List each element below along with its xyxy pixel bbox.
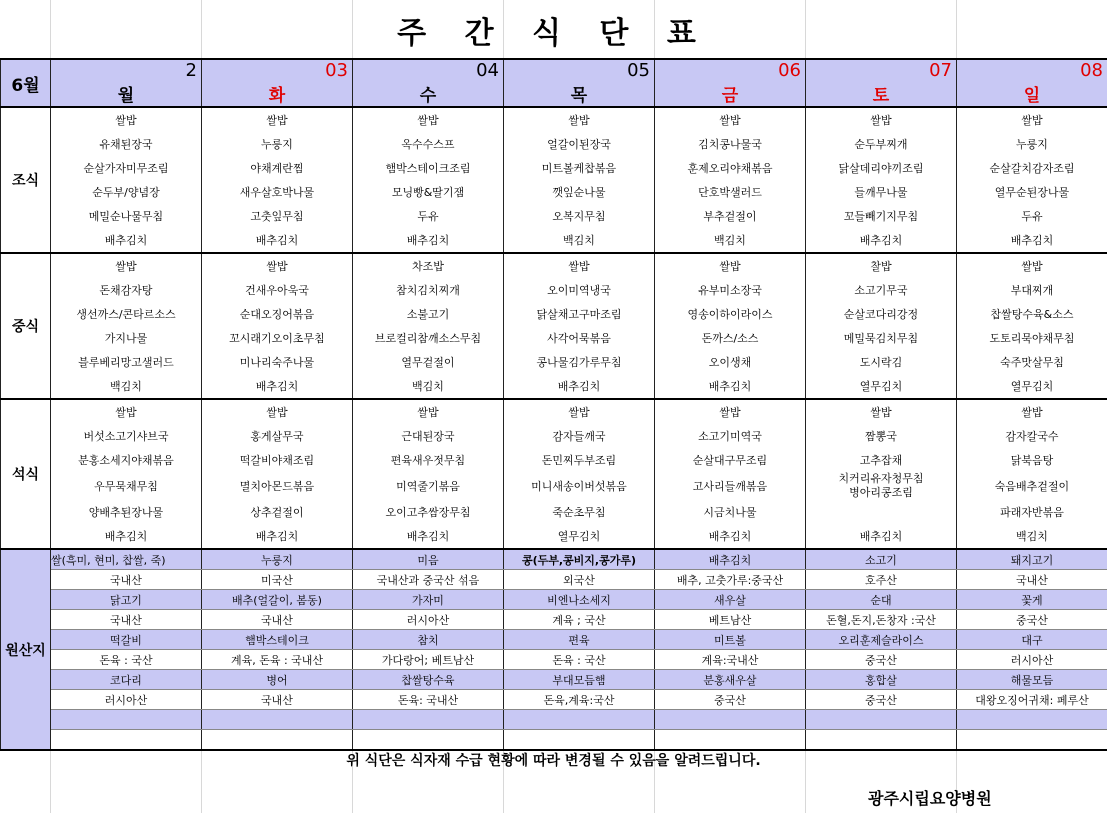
- menu-item: 브로컬리참깨소스무침: [353, 326, 504, 350]
- origin-cell: 편육: [504, 630, 655, 650]
- origin-cell: 쌀(흑미, 현미, 찹쌀, 죽): [51, 549, 202, 570]
- menu-item: 쌀밥: [353, 399, 504, 424]
- menu-item: 쌀밥: [806, 107, 957, 132]
- menu-item: 짬뽕국: [806, 424, 957, 448]
- origin-cell: 순대: [806, 590, 957, 610]
- day-name: 토: [872, 86, 890, 106]
- menu-item: 메밀묵김치무침: [806, 326, 957, 350]
- origin-cell: 중국산: [655, 690, 806, 710]
- menu-item: 배추김치: [202, 374, 353, 399]
- origin-label: 원산지: [1, 549, 51, 750]
- menu-item: 건새우아욱국: [202, 278, 353, 302]
- menu-item: 도토리묵야채무침: [957, 326, 1107, 350]
- origin-cell: [957, 710, 1107, 730]
- meal-row: [1, 156, 1107, 180]
- day-name: 일: [1023, 86, 1041, 106]
- menu-item: 꼬시래기오이초무침: [202, 326, 353, 350]
- origin-cell: [655, 730, 806, 751]
- origin-cell: 떡갈비: [51, 630, 202, 650]
- menu-item: 유채된장국: [51, 132, 202, 156]
- origin-cell: 오리훈제슬라이스: [806, 630, 957, 650]
- menu-item: 누룽지: [957, 132, 1107, 156]
- menu-item: 분홍소세지야채볶음: [51, 448, 202, 472]
- meal-row: [1, 448, 1107, 472]
- menu-item: 순살대구무조림: [655, 448, 806, 472]
- menu-item: 김치콩나물국: [655, 132, 806, 156]
- menu-item: 쌀밥: [957, 253, 1107, 278]
- menu-item: 배추김치: [655, 374, 806, 399]
- origin-cell: [806, 710, 957, 730]
- menu-item: 파래자반볶음: [957, 500, 1107, 524]
- menu-item: 쌀밥: [504, 399, 655, 424]
- meal-row: [1, 350, 1107, 374]
- menu-item: 오이생채: [655, 350, 806, 374]
- menu-item: 쌀밥: [655, 399, 806, 424]
- menu-item: 오이고추쌈장무침: [353, 500, 504, 524]
- menu-item: 고사리들깨볶음: [655, 472, 806, 500]
- origin-cell: 찹쌀탕수육: [353, 670, 504, 690]
- origin-cell: 외국산: [504, 570, 655, 590]
- menu-item: 멸치아몬드볶음: [202, 472, 353, 500]
- origin-cell: 러시아산: [51, 690, 202, 710]
- menu-item: 백김치: [504, 228, 655, 253]
- menu-item: 쌀밥: [353, 107, 504, 132]
- menu-item: 소고기미역국: [655, 424, 806, 448]
- origin-cell: 중국산: [806, 650, 957, 670]
- day-date: 07: [929, 60, 952, 81]
- menu-item: 순두부/양념장: [51, 180, 202, 204]
- menu-item: 숙주맛살무침: [957, 350, 1107, 374]
- menu-item: 쌀밥: [957, 399, 1107, 424]
- menu-item: 메밀순나물무침: [51, 204, 202, 228]
- menu-item: 사각어묵볶음: [504, 326, 655, 350]
- day-header-3: [504, 59, 655, 107]
- day-date: 2: [185, 60, 197, 81]
- origin-cell: 대왕오징어귀채: 페루산: [957, 690, 1107, 710]
- menu-item: 열무김치: [806, 374, 957, 399]
- menu-item: 쌀밥: [655, 253, 806, 278]
- menu-item: 두유: [353, 204, 504, 228]
- menu-item: 순살가자미무조림: [51, 156, 202, 180]
- menu-item: 쌀밥: [51, 107, 202, 132]
- origin-cell: [957, 730, 1107, 751]
- origin-cell: 계육 ; 국산: [504, 610, 655, 630]
- menu-item: 쌀밥: [504, 253, 655, 278]
- day-header-0: [51, 59, 202, 107]
- origin-row: [1, 670, 1107, 690]
- menu-item: 배추김치: [806, 228, 957, 253]
- day-name: 금: [721, 86, 739, 106]
- menu-item: 옥수수스프: [353, 132, 504, 156]
- menu-item: 들깨무나물: [806, 180, 957, 204]
- origin-cell: 베트남산: [655, 610, 806, 630]
- origin-cell: [51, 710, 202, 730]
- meal-row: [1, 500, 1107, 524]
- origin-cell: 분홍새우살: [655, 670, 806, 690]
- meal-row: [1, 204, 1107, 228]
- origin-cell: 중국산: [806, 690, 957, 710]
- origin-cell: 미트볼: [655, 630, 806, 650]
- menu-item: 유부미소장국: [655, 278, 806, 302]
- origin-cell: 코다리: [51, 670, 202, 690]
- menu-item: 도시락김: [806, 350, 957, 374]
- menu-item: 참치김치찌개: [353, 278, 504, 302]
- menu-item: 순두부찌개: [806, 132, 957, 156]
- notice-text: 위 식단은 식자재 수급 현황에 따라 변경될 수 있음을 알려드립니다.: [346, 753, 761, 769]
- menu-item: 편육새우젓무침: [353, 448, 504, 472]
- origin-cell: 국내산: [51, 570, 202, 590]
- origin-cell: 배추김치: [655, 549, 806, 570]
- origin-cell: 돼지고기: [957, 549, 1107, 570]
- meal-label-2: 석식: [1, 399, 51, 549]
- origin-cell: 러시아산: [353, 610, 504, 630]
- menu-item: 부대찌개: [957, 278, 1107, 302]
- origin-cell: 돈육 : 국산: [504, 650, 655, 670]
- menu-item: 가지나물: [51, 326, 202, 350]
- menu-item: 생선까스/콘타르소스: [51, 302, 202, 326]
- menu-item: 배추김치: [51, 524, 202, 549]
- menu-item: 소불고기: [353, 302, 504, 326]
- origin-cell: 국내산: [202, 690, 353, 710]
- meal-row: [1, 326, 1107, 350]
- day-header-row: [1, 59, 1107, 107]
- menu-item: 단호박샐러드: [655, 180, 806, 204]
- menu-item: 백김치: [353, 374, 504, 399]
- menu-item: 죽순초무침: [504, 500, 655, 524]
- menu-item: [806, 500, 957, 524]
- menu-item: 부추겉절이: [655, 204, 806, 228]
- menu-item: 배추김치: [202, 228, 353, 253]
- menu-item: 감자칼국수: [957, 424, 1107, 448]
- menu-item: 훈제오리야채볶음: [655, 156, 806, 180]
- origin-cell: 미음: [353, 549, 504, 570]
- day-header-2: [353, 59, 504, 107]
- day-name: 목: [570, 86, 588, 106]
- menu-item: 배추김치: [806, 524, 957, 549]
- origin-row: [1, 549, 1107, 570]
- menu-item: 꼬들빼기지무침: [806, 204, 957, 228]
- origin-cell: [353, 730, 504, 751]
- origin-cell: [504, 730, 655, 751]
- origin-cell: 러시아산: [957, 650, 1107, 670]
- menu-item: 순살갈치감자조림: [957, 156, 1107, 180]
- meal-row: [1, 180, 1107, 204]
- origin-cell: [51, 730, 202, 751]
- origin-cell: 햄박스테이크: [202, 630, 353, 650]
- menu-item: 야채계란찜: [202, 156, 353, 180]
- menu-item: 미트볼케찹볶음: [504, 156, 655, 180]
- menu-item: 배추김치: [353, 524, 504, 549]
- menu-item: 배추김치: [504, 374, 655, 399]
- menu-item: 배추김치: [353, 228, 504, 253]
- meal-row: [1, 374, 1107, 399]
- menu-item-line: 병아리콩조림: [849, 486, 913, 499]
- day-date: 04: [476, 60, 499, 81]
- menu-item: 숙음배추겉절이: [957, 472, 1107, 500]
- origin-cell: 꽃게: [957, 590, 1107, 610]
- origin-cell: 홍합살: [806, 670, 957, 690]
- menu-item: 돈채감자탕: [51, 278, 202, 302]
- origin-cell: 배추, 고춧가루:중국산: [655, 570, 806, 590]
- menu-item: 떡갈비야채조림: [202, 448, 353, 472]
- menu-item: 돈민찌두부조림: [504, 448, 655, 472]
- menu-item: 백김치: [957, 524, 1107, 549]
- menu-item: 닭살채고구마조림: [504, 302, 655, 326]
- menu-item: 쌀밥: [202, 253, 353, 278]
- menu-item: 쌀밥: [504, 107, 655, 132]
- meal-row: [1, 107, 1107, 132]
- menu-item: 닭살데리야끼조림: [806, 156, 957, 180]
- origin-cell: 돈육 : 국산: [51, 650, 202, 670]
- meal-row: [1, 278, 1107, 302]
- origin-cell: [504, 710, 655, 730]
- day-date: 08: [1080, 60, 1103, 81]
- menu-item-line: 치커리유자청무침: [838, 472, 924, 485]
- menu-item: 영송이하이라이스: [655, 302, 806, 326]
- menu-item: 오이미역냉국: [504, 278, 655, 302]
- menu-item: 고추잡채: [806, 448, 957, 472]
- menu-item: 블루베리망고샐러드: [51, 350, 202, 374]
- origin-cell: 누룽지: [202, 549, 353, 570]
- page-title: 주 간 식 단 표: [397, 16, 710, 51]
- origin-cell: 새우살: [655, 590, 806, 610]
- menu-item: 찰밥: [806, 253, 957, 278]
- menu-item: 오복지무침: [504, 204, 655, 228]
- menu-item: 차조밥: [353, 253, 504, 278]
- menu-item: 햄박스테이크조림: [353, 156, 504, 180]
- origin-cell: 미국산: [202, 570, 353, 590]
- origin-cell: [806, 730, 957, 751]
- origin-cell: [655, 710, 806, 730]
- meal-label-1: 중식: [1, 253, 51, 399]
- meal-row: [1, 228, 1107, 253]
- menu-item: 쌀밥: [655, 107, 806, 132]
- menu-item: 미역줄기볶음: [353, 472, 504, 500]
- day-date: 06: [778, 60, 801, 81]
- menu-item: 배추김치: [51, 228, 202, 253]
- day-name: 월: [117, 86, 135, 106]
- day-header-6: [957, 59, 1107, 107]
- menu-item: 시금치나물: [655, 500, 806, 524]
- meal-row: [1, 524, 1107, 549]
- month-cell: 6월: [1, 59, 51, 107]
- origin-row: [1, 570, 1107, 590]
- day-name: 화: [268, 86, 286, 106]
- origin-cell: 계육:국내산: [655, 650, 806, 670]
- day-header-4: [655, 59, 806, 107]
- origin-cell: 가다랑어; 베트남산: [353, 650, 504, 670]
- origin-cell: 병어: [202, 670, 353, 690]
- origin-cell: [353, 710, 504, 730]
- meal-row: [1, 253, 1107, 278]
- origin-row: [1, 730, 1107, 751]
- menu-item: 두유: [957, 204, 1107, 228]
- origin-cell: 부대모듬햄: [504, 670, 655, 690]
- origin-row: [1, 590, 1107, 610]
- origin-cell: [202, 730, 353, 751]
- menu-item: 찹쌀탕수육&소스: [957, 302, 1107, 326]
- menu-item: 홍게살무국: [202, 424, 353, 448]
- menu-item: 백김치: [655, 228, 806, 253]
- day-date: 05: [627, 60, 650, 81]
- menu-item: 소고기무국: [806, 278, 957, 302]
- menu-item: 상추겉절이: [202, 500, 353, 524]
- menu-item: 모닝빵&딸기잼: [353, 180, 504, 204]
- menu-item: 백김치: [51, 374, 202, 399]
- meal-row: [1, 399, 1107, 424]
- day-date: 03: [325, 60, 348, 81]
- origin-cell: 대구: [957, 630, 1107, 650]
- menu-item: 콩나물김가루무침: [504, 350, 655, 374]
- origin-cell: [202, 710, 353, 730]
- hospital-name: 광주시립요양병원: [868, 789, 992, 808]
- menu-item: 배추김치: [957, 228, 1107, 253]
- menu-item: 열무김치: [504, 524, 655, 549]
- origin-cell: 참치: [353, 630, 504, 650]
- menu-item: 미나리숙주나물: [202, 350, 353, 374]
- menu-item: 쌀밥: [806, 399, 957, 424]
- menu-item: 쌀밥: [957, 107, 1107, 132]
- meal-row: [1, 132, 1107, 156]
- menu-item: [806, 472, 957, 500]
- menu-item: 쌀밥: [51, 399, 202, 424]
- menu-item: 버섯소고기샤브국: [51, 424, 202, 448]
- origin-cell: 국내산: [51, 610, 202, 630]
- origin-cell: 국내산과 중국산 섞음: [353, 570, 504, 590]
- day-header-5: [806, 59, 957, 107]
- menu-item: 닭북음탕: [957, 448, 1107, 472]
- origin-cell: 콩(두부,콩비지,콩가루): [504, 549, 655, 570]
- menu-item: 쌀밥: [202, 107, 353, 132]
- origin-cell: 돈육: 국내산: [353, 690, 504, 710]
- origin-row: [1, 610, 1107, 630]
- menu-item: 배추김치: [655, 524, 806, 549]
- origin-row: [1, 630, 1107, 650]
- menu-item: 새우살호박나물: [202, 180, 353, 204]
- origin-row: [1, 650, 1107, 670]
- origin-row: [1, 690, 1107, 710]
- menu-item: 열무겉절이: [353, 350, 504, 374]
- meal-label-0: 조식: [1, 107, 51, 253]
- weekly-menu-table: [0, 58, 1107, 751]
- origin-cell: 비엔나소세지: [504, 590, 655, 610]
- menu-item: 배추김치: [202, 524, 353, 549]
- menu-item: 감자들깨국: [504, 424, 655, 448]
- origin-cell: 소고기: [806, 549, 957, 570]
- origin-row: [1, 710, 1107, 730]
- menu-item: 순살코다리강정: [806, 302, 957, 326]
- origin-cell: 국내산: [202, 610, 353, 630]
- origin-cell: 돈혈,돈지,돈창자 :국산: [806, 610, 957, 630]
- origin-cell: 해물모듬: [957, 670, 1107, 690]
- menu-item: 근대된장국: [353, 424, 504, 448]
- menu-item: 열무순된장나물: [957, 180, 1107, 204]
- menu-item: 쌀밥: [202, 399, 353, 424]
- menu-item: 누룽지: [202, 132, 353, 156]
- meal-row: [1, 302, 1107, 326]
- menu-item: 깻잎순나물: [504, 180, 655, 204]
- day-header-1: [202, 59, 353, 107]
- menu-item: 양배추된장나물: [51, 500, 202, 524]
- meal-row: [1, 472, 1107, 500]
- origin-cell: 중국산: [957, 610, 1107, 630]
- origin-cell: 국내산: [957, 570, 1107, 590]
- menu-item: 열무김치: [957, 374, 1107, 399]
- origin-cell: 호주산: [806, 570, 957, 590]
- menu-item: 순대오징어볶음: [202, 302, 353, 326]
- menu-item: 돈까스/소스: [655, 326, 806, 350]
- origin-cell: 가자미: [353, 590, 504, 610]
- origin-cell: 배추(얼갈이, 봄동): [202, 590, 353, 610]
- menu-item: 얼갈이된장국: [504, 132, 655, 156]
- menu-item: 우무묵채무침: [51, 472, 202, 500]
- menu-item: 쌀밥: [51, 253, 202, 278]
- meal-row: [1, 424, 1107, 448]
- origin-cell: 닭고기: [51, 590, 202, 610]
- origin-cell: 돈육,계육:국산: [504, 690, 655, 710]
- origin-cell: 계육, 돈육 : 국내산: [202, 650, 353, 670]
- menu-item: 고춧잎무침: [202, 204, 353, 228]
- day-name: 수: [419, 86, 437, 106]
- menu-item: 미니새송이버섯볶음: [504, 472, 655, 500]
